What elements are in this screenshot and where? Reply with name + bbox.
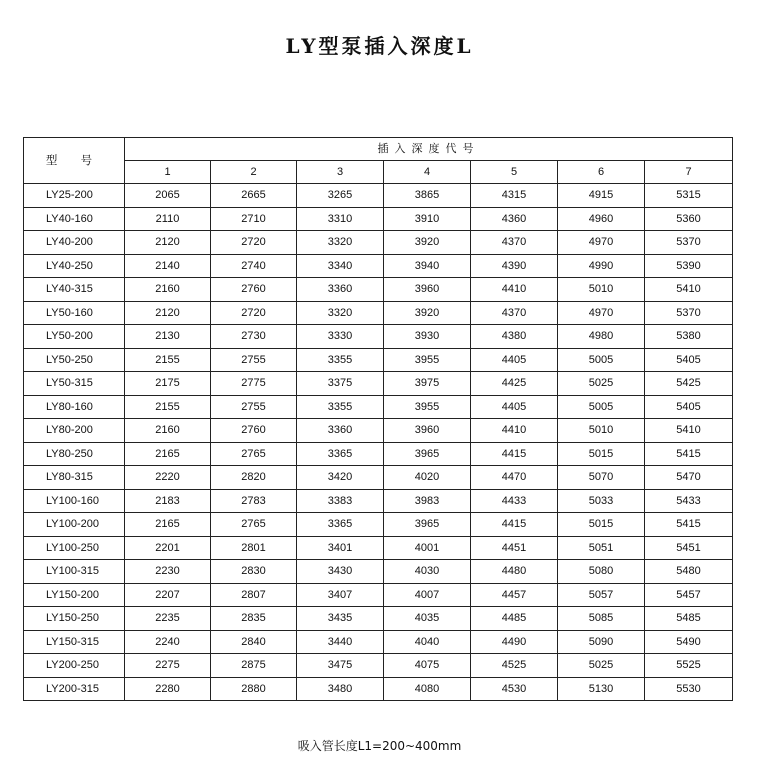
depth-value-cell: 2110 [125,207,211,231]
depth-value-cell: 4080 [384,677,471,701]
model-cell: LY50-250 [24,348,125,372]
depth-value-cell: 5380 [645,325,733,349]
depth-value-cell: 2840 [211,630,297,654]
depth-value-cell: 3407 [297,583,384,607]
depth-value-cell: 4425 [471,372,558,396]
depth-value-cell: 5010 [558,419,645,443]
depth-value-cell: 4480 [471,560,558,584]
table-row [24,231,733,255]
depth-value-cell: 2120 [125,301,211,325]
depth-value-cell: 2730 [211,325,297,349]
depth-value-cell: 2240 [125,630,211,654]
depth-value-cell: 4035 [384,607,471,631]
depth-value-cell: 4525 [471,654,558,678]
depth-value-cell: 5057 [558,583,645,607]
depth-code-row [24,161,733,184]
table-row [24,489,733,513]
depth-value-cell: 2160 [125,278,211,302]
depth-value-cell: 3430 [297,560,384,584]
depth-code-header: 3 [297,161,384,184]
depth-value-cell: 4915 [558,184,645,208]
depth-value-cell: 4001 [384,536,471,560]
model-cell: LY80-200 [24,419,125,443]
depth-value-cell: 2720 [211,231,297,255]
depth-value-cell: 2230 [125,560,211,584]
model-cell: LY200-315 [24,677,125,701]
depth-value-cell: 3355 [297,348,384,372]
depth-value-cell: 2275 [125,654,211,678]
depth-value-cell: 2155 [125,395,211,419]
depth-value-cell: 4040 [384,630,471,654]
table-row [24,278,733,302]
depth-value-cell: 5370 [645,231,733,255]
depth-value-cell: 4405 [471,395,558,419]
model-cell: LY80-160 [24,395,125,419]
table-row [24,536,733,560]
table-row [24,254,733,278]
model-cell: LY25-200 [24,184,125,208]
model-cell: LY100-250 [24,536,125,560]
depth-value-cell: 2765 [211,442,297,466]
depth-value-cell: 3480 [297,677,384,701]
depth-value-cell: 4030 [384,560,471,584]
depth-value-cell: 5433 [645,489,733,513]
model-cell: LY200-250 [24,654,125,678]
table-row [24,583,733,607]
depth-value-cell: 2280 [125,677,211,701]
depth-value-cell: 2830 [211,560,297,584]
table-row [24,184,733,208]
depth-value-cell: 4490 [471,630,558,654]
table-row [24,301,733,325]
table-row [24,325,733,349]
depth-value-cell: 3365 [297,442,384,466]
depth-value-cell: 3965 [384,513,471,537]
depth-value-cell: 2065 [125,184,211,208]
depth-code-header: 5 [471,161,558,184]
depth-value-cell: 4415 [471,442,558,466]
depth-value-cell: 5090 [558,630,645,654]
depth-value-cell: 4370 [471,231,558,255]
depth-value-cell: 2235 [125,607,211,631]
depth-value-cell: 4380 [471,325,558,349]
depth-value-cell: 2880 [211,677,297,701]
depth-code-header: 2 [211,161,297,184]
table-row [24,419,733,443]
depth-value-cell: 3920 [384,301,471,325]
depth-value-cell: 3375 [297,372,384,396]
depth-value-cell: 5415 [645,513,733,537]
depth-value-cell: 3940 [384,254,471,278]
model-cell: LY50-315 [24,372,125,396]
depth-value-cell: 3960 [384,278,471,302]
model-cell: LY100-200 [24,513,125,537]
depth-value-cell: 5410 [645,419,733,443]
depth-value-cell: 5451 [645,536,733,560]
depth-value-cell: 5525 [645,654,733,678]
depth-value-cell: 3330 [297,325,384,349]
depth-value-cell: 2201 [125,536,211,560]
depth-value-cell: 2710 [211,207,297,231]
depth-value-cell: 3360 [297,419,384,443]
depth-value-cell: 5005 [558,395,645,419]
depth-value-cell: 3265 [297,184,384,208]
model-cell: LY40-315 [24,278,125,302]
depth-value-cell: 4485 [471,607,558,631]
depth-value-cell: 4960 [558,207,645,231]
depth-value-cell: 2160 [125,419,211,443]
depth-value-cell: 3983 [384,489,471,513]
table-row [24,630,733,654]
depth-value-cell: 4410 [471,419,558,443]
depth-value-cell: 4433 [471,489,558,513]
depth-value-cell: 3440 [297,630,384,654]
depth-value-cell: 4415 [471,513,558,537]
table-row [24,677,733,701]
table-row [24,607,733,631]
depth-value-cell: 5415 [645,442,733,466]
depth-value-cell: 2807 [211,583,297,607]
depth-value-cell: 5405 [645,348,733,372]
depth-value-cell: 2720 [211,301,297,325]
depth-value-cell: 4970 [558,301,645,325]
model-cell: LY150-315 [24,630,125,654]
depth-value-cell: 4360 [471,207,558,231]
table-row [24,513,733,537]
depth-value-cell: 3340 [297,254,384,278]
depth-value-cell: 3960 [384,419,471,443]
depth-value-cell: 5015 [558,513,645,537]
depth-value-cell: 3435 [297,607,384,631]
depth-value-cell: 4075 [384,654,471,678]
insertion-depth-table [23,137,733,701]
depth-value-cell: 4980 [558,325,645,349]
depth-value-cell: 5390 [645,254,733,278]
depth-value-cell: 3365 [297,513,384,537]
depth-code-header: 1 [125,161,211,184]
depth-value-cell: 5080 [558,560,645,584]
depth-value-cell: 3355 [297,395,384,419]
depth-value-cell: 2165 [125,442,211,466]
depth-value-cell: 3310 [297,207,384,231]
table-row [24,348,733,372]
depth-value-cell: 2775 [211,372,297,396]
table-row [24,372,733,396]
depth-value-cell: 5490 [645,630,733,654]
model-cell: LY40-250 [24,254,125,278]
depth-value-cell: 5130 [558,677,645,701]
depth-value-cell: 3383 [297,489,384,513]
depth-value-cell: 2140 [125,254,211,278]
depth-code-header: 7 [645,161,733,184]
depth-value-cell: 2875 [211,654,297,678]
depth-value-cell: 5005 [558,348,645,372]
depth-value-cell: 5010 [558,278,645,302]
depth-value-cell: 3420 [297,466,384,490]
table-row [24,442,733,466]
depth-value-cell: 2755 [211,348,297,372]
depth-value-cell: 5530 [645,677,733,701]
model-cell: LY40-160 [24,207,125,231]
depth-value-cell: 5410 [645,278,733,302]
model-cell: LY80-315 [24,466,125,490]
depth-value-cell: 5085 [558,607,645,631]
depth-value-cell: 3955 [384,395,471,419]
model-cell: LY100-315 [24,560,125,584]
depth-value-cell: 2783 [211,489,297,513]
model-cell: LY50-200 [24,325,125,349]
depth-value-cell: 5470 [645,466,733,490]
depth-value-cell: 2740 [211,254,297,278]
depth-value-cell: 2755 [211,395,297,419]
depth-value-cell: 5425 [645,372,733,396]
depth-value-cell: 2120 [125,231,211,255]
depth-value-cell: 5485 [645,607,733,631]
depth-value-cell: 2760 [211,278,297,302]
depth-value-cell: 4390 [471,254,558,278]
table-row [24,466,733,490]
table-row [24,560,733,584]
depth-value-cell: 3920 [384,231,471,255]
depth-value-cell: 3955 [384,348,471,372]
depth-value-cell: 5015 [558,442,645,466]
depth-value-cell: 5051 [558,536,645,560]
depth-value-cell: 2760 [211,419,297,443]
depth-value-cell: 5025 [558,372,645,396]
depth-value-cell: 4020 [384,466,471,490]
footnote: 吸入管长度L1=200~400mm [297,739,462,753]
model-cell: LY80-250 [24,442,125,466]
depth-value-cell: 3930 [384,325,471,349]
depth-value-cell: 4970 [558,231,645,255]
depth-code-group-header: 插入深度代号 [125,138,733,161]
depth-value-cell: 4451 [471,536,558,560]
depth-value-cell: 4370 [471,301,558,325]
table-body [24,184,733,701]
depth-value-cell: 3401 [297,536,384,560]
depth-value-cell: 3475 [297,654,384,678]
depth-value-cell: 4410 [471,278,558,302]
depth-value-cell: 5457 [645,583,733,607]
depth-value-cell: 3975 [384,372,471,396]
depth-value-cell: 4405 [471,348,558,372]
depth-value-cell: 5033 [558,489,645,513]
model-cell: LY50-160 [24,301,125,325]
depth-value-cell: 5370 [645,301,733,325]
depth-value-cell: 4990 [558,254,645,278]
depth-value-cell: 4007 [384,583,471,607]
depth-value-cell: 2207 [125,583,211,607]
model-cell: LY150-250 [24,607,125,631]
depth-value-cell: 2835 [211,607,297,631]
page-title: LY型泵插入深度L [285,34,474,58]
model-column-header: 型 号 [24,138,125,184]
table-row [24,207,733,231]
depth-value-cell: 3320 [297,301,384,325]
depth-value-cell: 2820 [211,466,297,490]
depth-value-cell: 2165 [125,513,211,537]
depth-value-cell: 2175 [125,372,211,396]
depth-value-cell: 2220 [125,466,211,490]
model-cell: LY100-160 [24,489,125,513]
depth-value-cell: 3965 [384,442,471,466]
depth-value-cell: 2801 [211,536,297,560]
depth-value-cell: 3360 [297,278,384,302]
depth-value-cell: 4457 [471,583,558,607]
depth-value-cell: 2130 [125,325,211,349]
depth-value-cell: 5070 [558,466,645,490]
depth-value-cell: 4470 [471,466,558,490]
depth-value-cell: 2665 [211,184,297,208]
depth-value-cell: 5315 [645,184,733,208]
depth-code-header: 6 [558,161,645,184]
depth-value-cell: 5360 [645,207,733,231]
depth-value-cell: 2183 [125,489,211,513]
depth-value-cell: 3865 [384,184,471,208]
model-cell: LY150-200 [24,583,125,607]
depth-value-cell: 3320 [297,231,384,255]
depth-value-cell: 3910 [384,207,471,231]
depth-value-cell: 4315 [471,184,558,208]
depth-value-cell: 5480 [645,560,733,584]
depth-value-cell: 2155 [125,348,211,372]
depth-value-cell: 2765 [211,513,297,537]
table-header-row [24,138,733,161]
depth-value-cell: 5405 [645,395,733,419]
table-row [24,395,733,419]
depth-value-cell: 5025 [558,654,645,678]
model-cell: LY40-200 [24,231,125,255]
depth-code-header: 4 [384,161,471,184]
table-row [24,654,733,678]
depth-value-cell: 4530 [471,677,558,701]
